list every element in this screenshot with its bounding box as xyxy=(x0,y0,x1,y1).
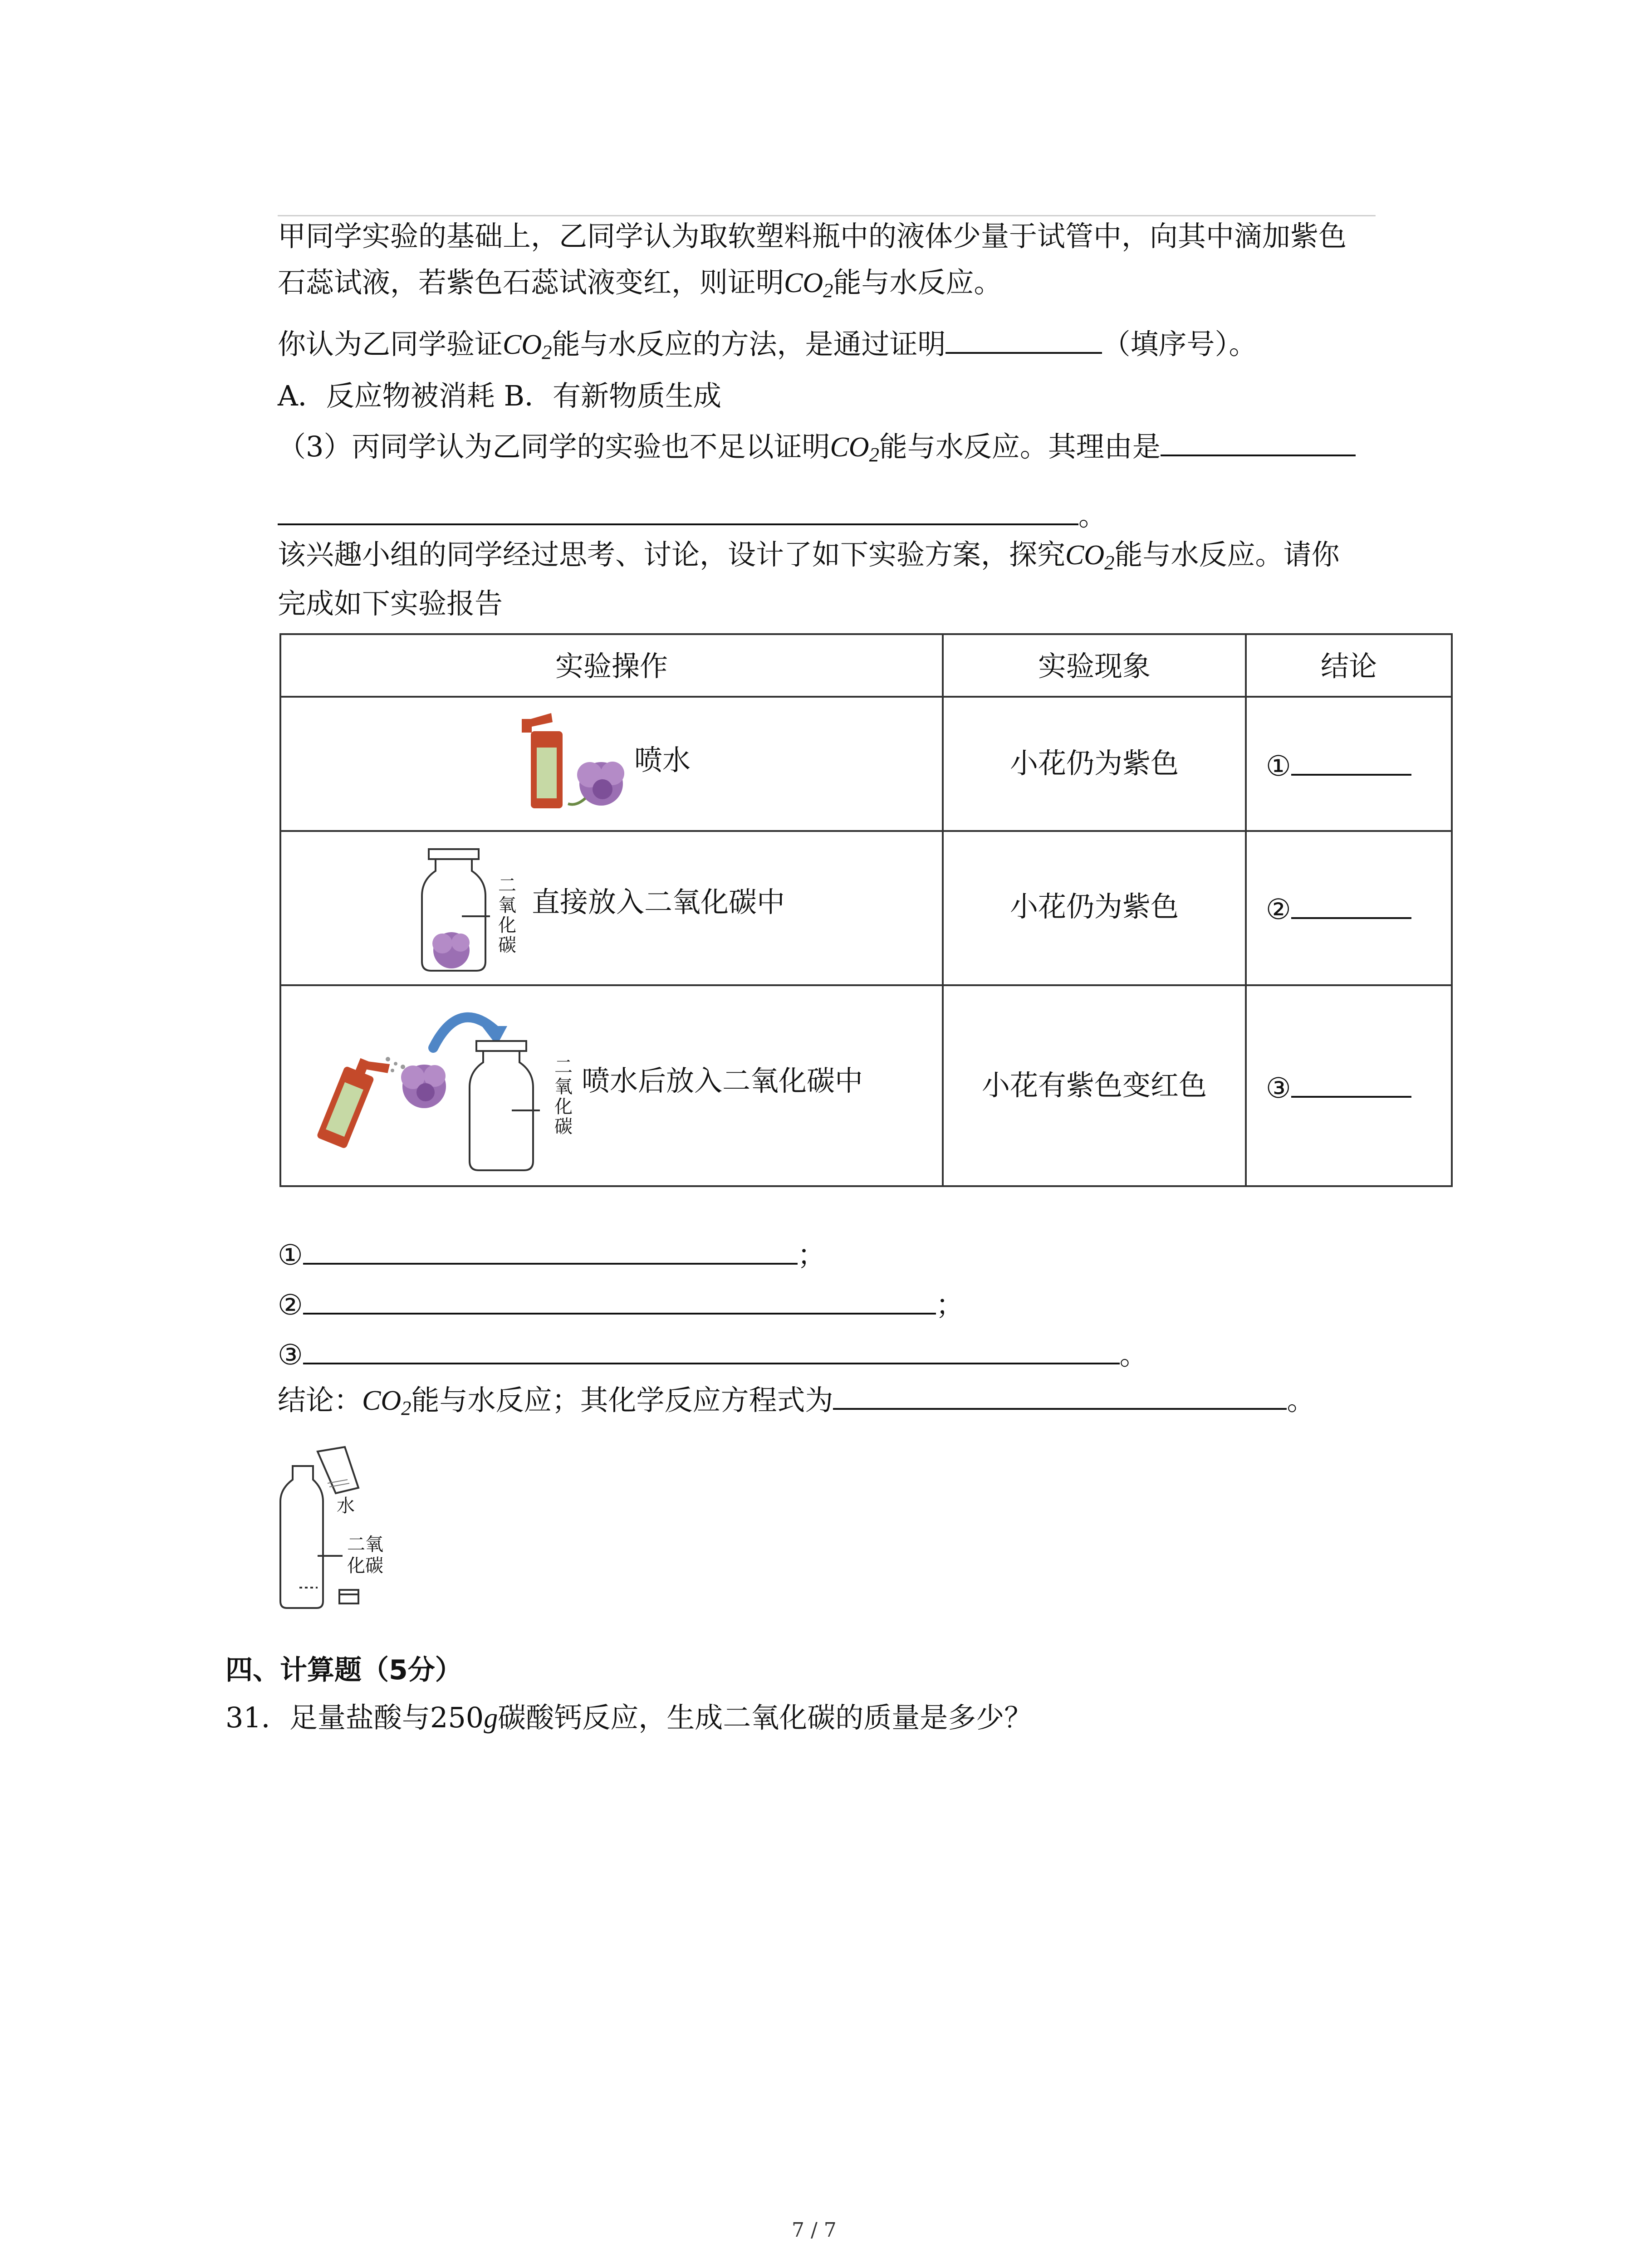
figure-label-gas-2: 化碳 xyxy=(347,1555,383,1576)
answer-line-3: ③ 。 xyxy=(278,1338,1148,1371)
answer-blank[interactable] xyxy=(1291,749,1411,776)
op-label-row-2: 直接放入二氧化碳中 xyxy=(532,885,785,919)
phenomenon-row-2: 小花仍为紫色 xyxy=(1009,890,1179,923)
question-3: （3）丙同学认为乙同学的实验也不足以证明$CO_2$能与水反应。其理由是 xyxy=(278,430,1356,465)
answer-blank[interactable] xyxy=(1291,893,1411,919)
answer-blank[interactable] xyxy=(303,1288,936,1315)
answer-blank[interactable] xyxy=(303,1338,1120,1364)
conclusion-row-3: ③ xyxy=(1266,1071,1411,1102)
table-header-conclusion: 结论 xyxy=(1320,650,1377,683)
conclusion-line: 结论：$CO_2$能与水反应；其化学反应方程式为 。 xyxy=(278,1383,1315,1420)
op-label-row-3: 喷水后放入二氧化碳中 xyxy=(582,1064,863,1097)
design-line-1: 该兴趣小组的同学经过思考、讨论，设计了如下实验方案，探究$CO_2$能与水反应。请你 xyxy=(278,538,1340,574)
flower-icon xyxy=(401,1065,446,1108)
answer-blank[interactable] xyxy=(303,1238,798,1265)
conclusion-row-2: ② xyxy=(1266,893,1411,924)
co2-formula: $CO_2$ xyxy=(1065,540,1115,574)
co2-formula: $CO_2$ xyxy=(362,1385,411,1420)
op-label-row-1: 喷水 xyxy=(634,743,691,777)
flower-icon xyxy=(432,932,470,968)
question-method: 你认为乙同学验证$CO_2$能与水反应的方法，是通过证明 （填序号）。 xyxy=(278,327,1257,364)
question-3-continued: 。 xyxy=(278,499,1107,530)
water-bottle-figure xyxy=(280,1447,358,1608)
phenomenon-row-3: 小花有紫色变红色 xyxy=(981,1069,1207,1102)
table-header-phenomenon: 实验现象 xyxy=(1038,650,1151,683)
spray-bottle-icon xyxy=(522,713,563,808)
intro-line-1: 甲同学实验的基础上，乙同学认为取软塑料瓶中的液体少量于试管中，向其中滴加紫色 xyxy=(278,220,1347,253)
co2-formula: $CO_2$ xyxy=(830,432,879,466)
figure-label-water: 水 xyxy=(337,1496,355,1516)
design-line-2: 完成如下实验报告 xyxy=(278,587,503,620)
flower-icon xyxy=(568,762,624,806)
intro-line-2: 石蕊试液，若紫色石蕊试液变红，则证明$CO_2$能与水反应。 xyxy=(278,266,1002,302)
page-number: 7 / 7 xyxy=(792,2219,837,2242)
section-heading: 四、计算题（5分） xyxy=(225,1654,462,1686)
options-line: A．反应物被消耗 B．有新物质生成 xyxy=(278,379,722,412)
conclusion-row-1: ① xyxy=(1266,749,1411,780)
figure-label-gas-1: 二氧 xyxy=(347,1534,383,1555)
co2-formula: $CO_2$ xyxy=(503,329,552,364)
table-header-operation: 实验操作 xyxy=(555,650,668,683)
answer-line-2: ② ； xyxy=(278,1288,964,1321)
jar-label-co2: 二 氧 化 碳 xyxy=(498,875,516,956)
co2-formula: $CO_2$ xyxy=(784,268,833,302)
phenomenon-row-1: 小花仍为紫色 xyxy=(1009,747,1179,780)
question-31: 31．足量盐酸与250g碳酸钙反应，生成二氧化碳的质量是多少？ xyxy=(225,1701,1033,1734)
jar-label-co2: 二 氧 化 碳 xyxy=(554,1056,573,1137)
answer-blank[interactable] xyxy=(1291,1071,1411,1098)
spray-bottle-icon xyxy=(316,1049,391,1153)
answer-line-1: ① ； xyxy=(278,1238,826,1271)
gas-jar-icon xyxy=(470,1041,540,1170)
answer-blank[interactable] xyxy=(833,1383,1287,1410)
